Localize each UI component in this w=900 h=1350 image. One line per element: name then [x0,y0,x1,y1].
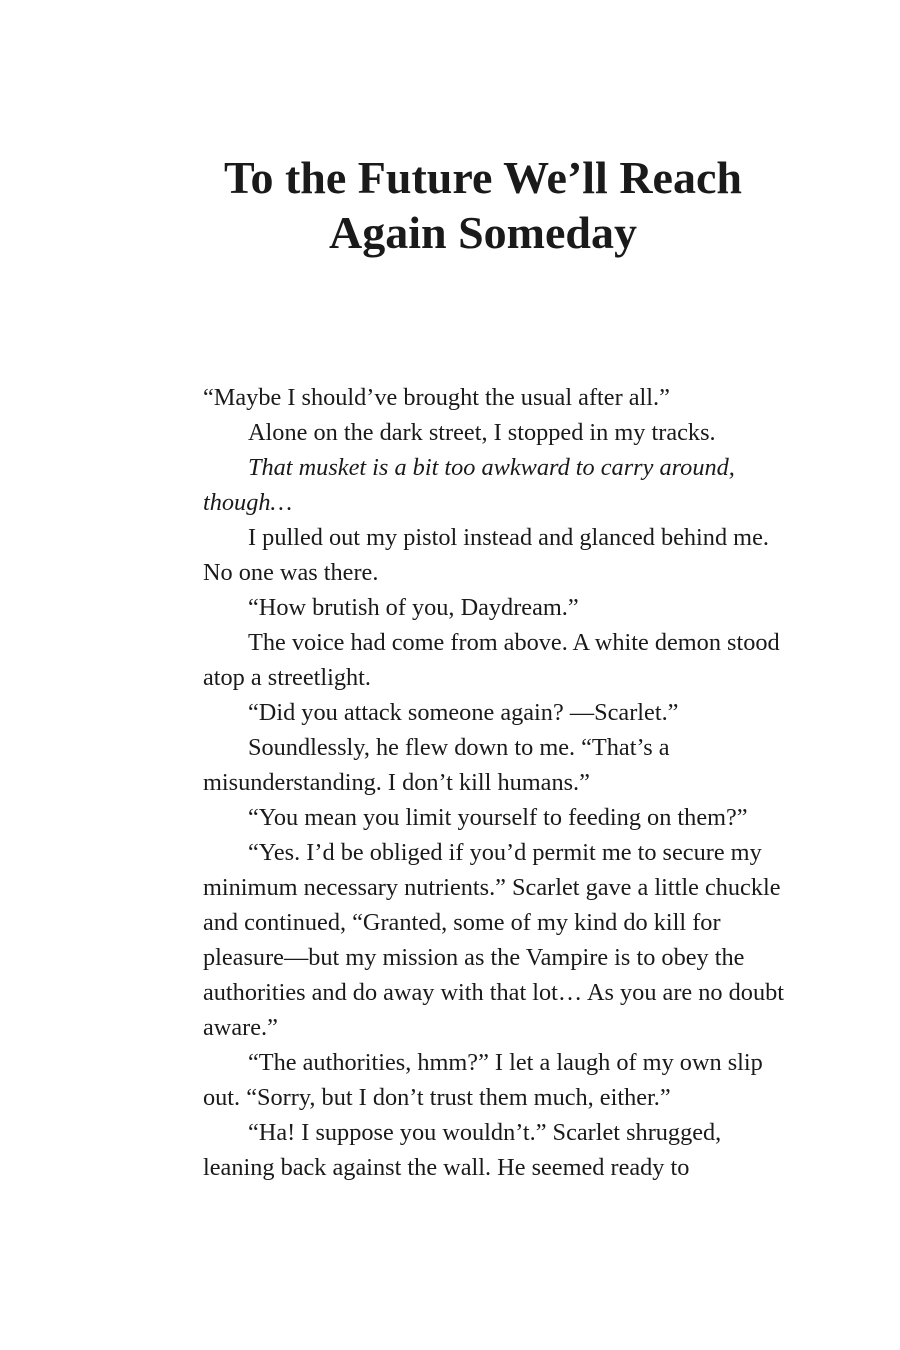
paragraph: Alone on the dark street, I stopped in my tracks. [248,419,716,446]
paragraph: I pulled out my pistol instead and glanced behind me. No one was there. [203,524,769,586]
paragraph: “How brutish of you, Daydream.” [248,594,579,621]
paragraph: “You mean you limit yourself to feeding on them?” [248,804,748,831]
paragraph: “Maybe I should’ve brought the usual after all.” [203,384,670,411]
paragraph: “Yes. I’d be obliged if you’d permit me to secure my minimum necessary nutrients.” Scarlet gave a little chuckle and continued, “Granted, some of my kind do kill for pleasure—but my mission as the Vampire is to obey the authorities and do away with that lot… As you are no doubt aware.” [203,839,785,1041]
chapter-title [150,150,816,260]
paragraph: “The authorities, hmm?” I let a laugh of my own slip out. “Sorry, but I don’t trust them much, either.” [203,1049,763,1111]
paragraph-italic-thought: That musket is a bit too awkward to carry around, though… [203,454,735,516]
chapter-body [203,380,793,1185]
paragraph: “Did you attack someone again? —Scarlet.” [248,699,679,726]
paragraph: Soundlessly, he flew down to me. “That’s a misunderstanding. I don’t kill humans.” [203,734,670,796]
chapter-title-line-2: Again Someday [329,207,637,258]
paragraph: “Ha! I suppose you wouldn’t.” Scarlet shrugged, leaning back against the wall. He seemed ready to [203,1119,722,1181]
paragraph: The voice had come from above. A white demon stood atop a streetlight. [203,629,780,691]
chapter-title-line-1: To the Future We’ll Reach [224,152,742,203]
